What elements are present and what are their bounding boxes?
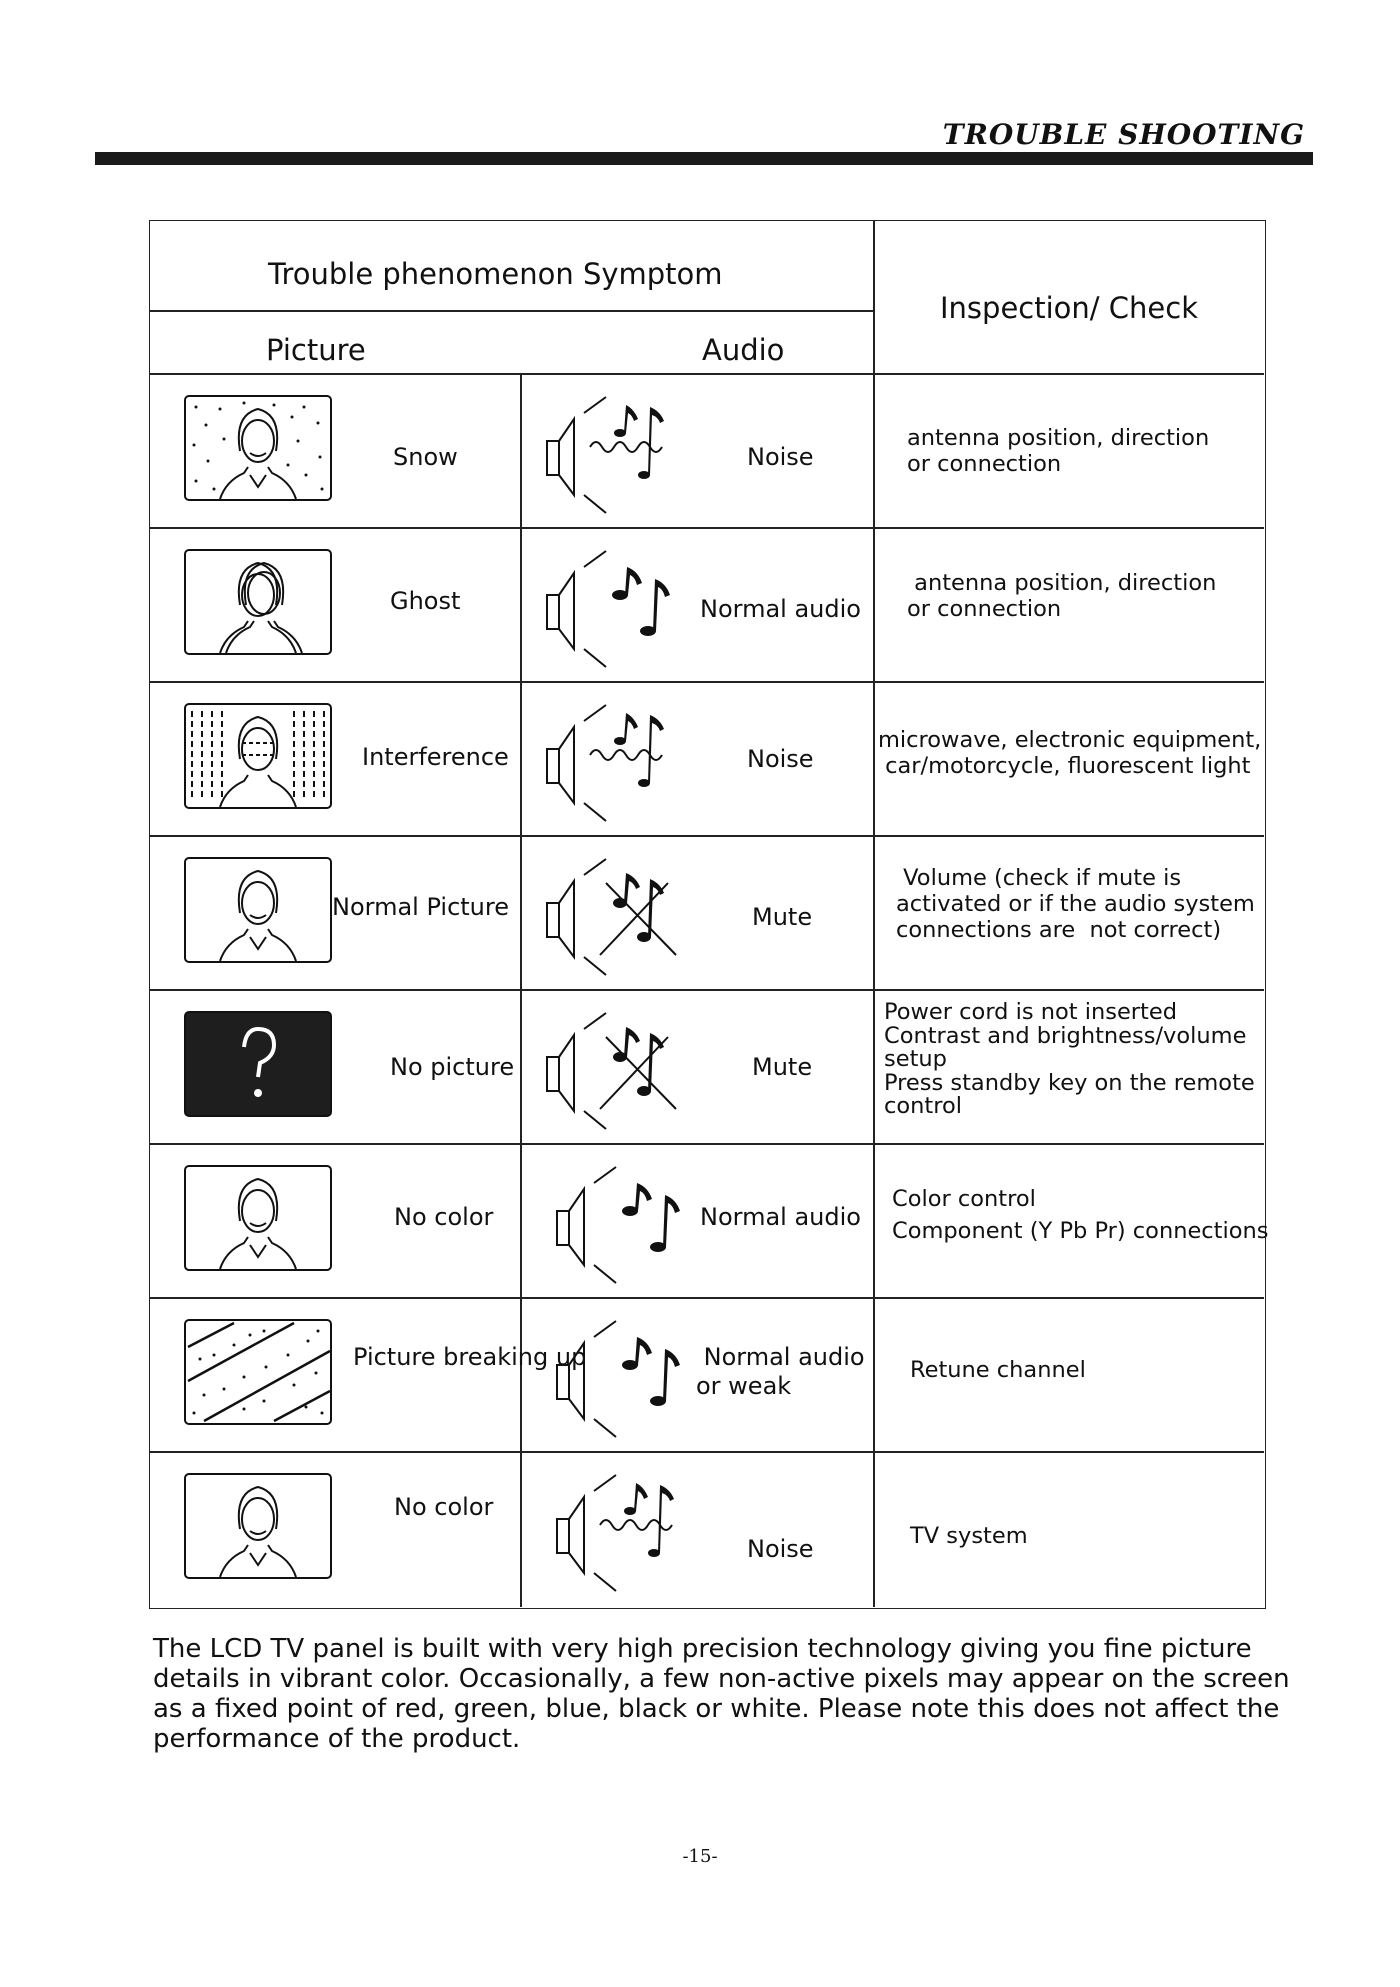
audio-cell xyxy=(520,1143,873,1297)
table-row xyxy=(150,527,1264,681)
question-mark-icon xyxy=(184,1011,332,1117)
picture-header: Picture xyxy=(266,333,366,367)
normal-face-icon xyxy=(184,1473,332,1579)
picture-label: Interference xyxy=(362,743,509,771)
picture-label: No picture xyxy=(390,1053,515,1081)
check-label: antenna position, direction or connection xyxy=(907,570,1217,622)
audio-cell xyxy=(520,835,873,989)
picture-label: No color xyxy=(394,1493,494,1521)
lcd-panel-note: The LCD TV panel is built with very high precision technology giving you fine picture details in vibrant color. Occasionally, a few non-active pixels may appear on the screen as a fixed point of red, green, blue, black or white. Please note this does not affect the performance of the product. xyxy=(153,1634,1290,1754)
audio-label: Mute xyxy=(752,1053,813,1081)
header-rule xyxy=(95,152,1313,165)
audio-label: Normal audio or weak xyxy=(696,1343,865,1400)
noise-speaker-icon xyxy=(544,385,684,515)
picture-label: Snow xyxy=(393,443,458,471)
audio-label: Normal audio xyxy=(700,595,861,623)
normal-face-icon xyxy=(184,1165,332,1271)
check-label: microwave, electronic equipment, car/motorcycle, fluorescent light xyxy=(878,727,1262,779)
audio-cell xyxy=(520,681,873,835)
mute-speaker-icon xyxy=(544,1001,684,1131)
picture-label: Picture breaking up xyxy=(353,1343,587,1371)
table-row xyxy=(150,1143,1269,1297)
table-row xyxy=(150,1451,1264,1605)
check-label: Volume (check if mute is activated or if the audio system connections are not correct) xyxy=(896,865,1255,943)
table-row xyxy=(150,681,1264,835)
audio-label: Noise xyxy=(747,1535,814,1563)
check-label: Power cord is not inserted Contrast and brightness/volume setup Press standby key on the remote control xyxy=(884,999,1255,1119)
audio-cell xyxy=(520,527,873,681)
audio-cell xyxy=(520,989,873,1143)
interference-face-icon xyxy=(184,703,332,809)
mute-speaker-icon xyxy=(544,847,684,977)
ghost-face-icon xyxy=(184,549,332,655)
page-header-title: TROUBLE SHOOTING xyxy=(942,118,1305,151)
table-row xyxy=(150,989,1264,1143)
check-header: Inspection/ Check xyxy=(940,291,1198,325)
audio-label: Noise xyxy=(747,443,814,471)
table-row xyxy=(150,1297,1264,1451)
picture-label: No color xyxy=(394,1203,494,1231)
picture-label: Normal Picture xyxy=(332,893,509,921)
audio-label: Normal audio xyxy=(700,1203,861,1231)
header-divider xyxy=(150,310,873,312)
audio-label: Noise xyxy=(747,745,814,773)
page-number: -15- xyxy=(682,1846,718,1867)
troubleshooting-table xyxy=(149,220,1269,1609)
check-label: Retune channel xyxy=(910,1357,1086,1383)
snow-face-icon xyxy=(184,395,332,501)
audio-label: Mute xyxy=(752,903,813,931)
noise-speaker-icon xyxy=(544,693,684,823)
normal-speaker-icon xyxy=(554,1309,694,1439)
audio-cell xyxy=(520,373,873,527)
audio-cell xyxy=(520,1451,873,1605)
audio-header: Audio xyxy=(702,333,785,367)
noise-speaker-icon xyxy=(554,1463,694,1593)
check-label: Color control Component (Y Pb Pr) connections xyxy=(892,1186,1269,1244)
normal-face-icon xyxy=(184,857,332,963)
normal-speaker-icon xyxy=(544,539,684,669)
breaking-up-icon xyxy=(184,1319,332,1425)
table-row xyxy=(150,835,1264,989)
picture-label: Ghost xyxy=(390,587,461,615)
symptom-header: Trouble phenomenon Symptom xyxy=(268,257,723,291)
table-row xyxy=(150,373,1264,527)
audio-cell xyxy=(520,1297,873,1451)
check-label: antenna position, direction or connection xyxy=(907,425,1210,477)
normal-speaker-icon xyxy=(554,1155,694,1285)
check-label: TV system xyxy=(910,1523,1028,1549)
